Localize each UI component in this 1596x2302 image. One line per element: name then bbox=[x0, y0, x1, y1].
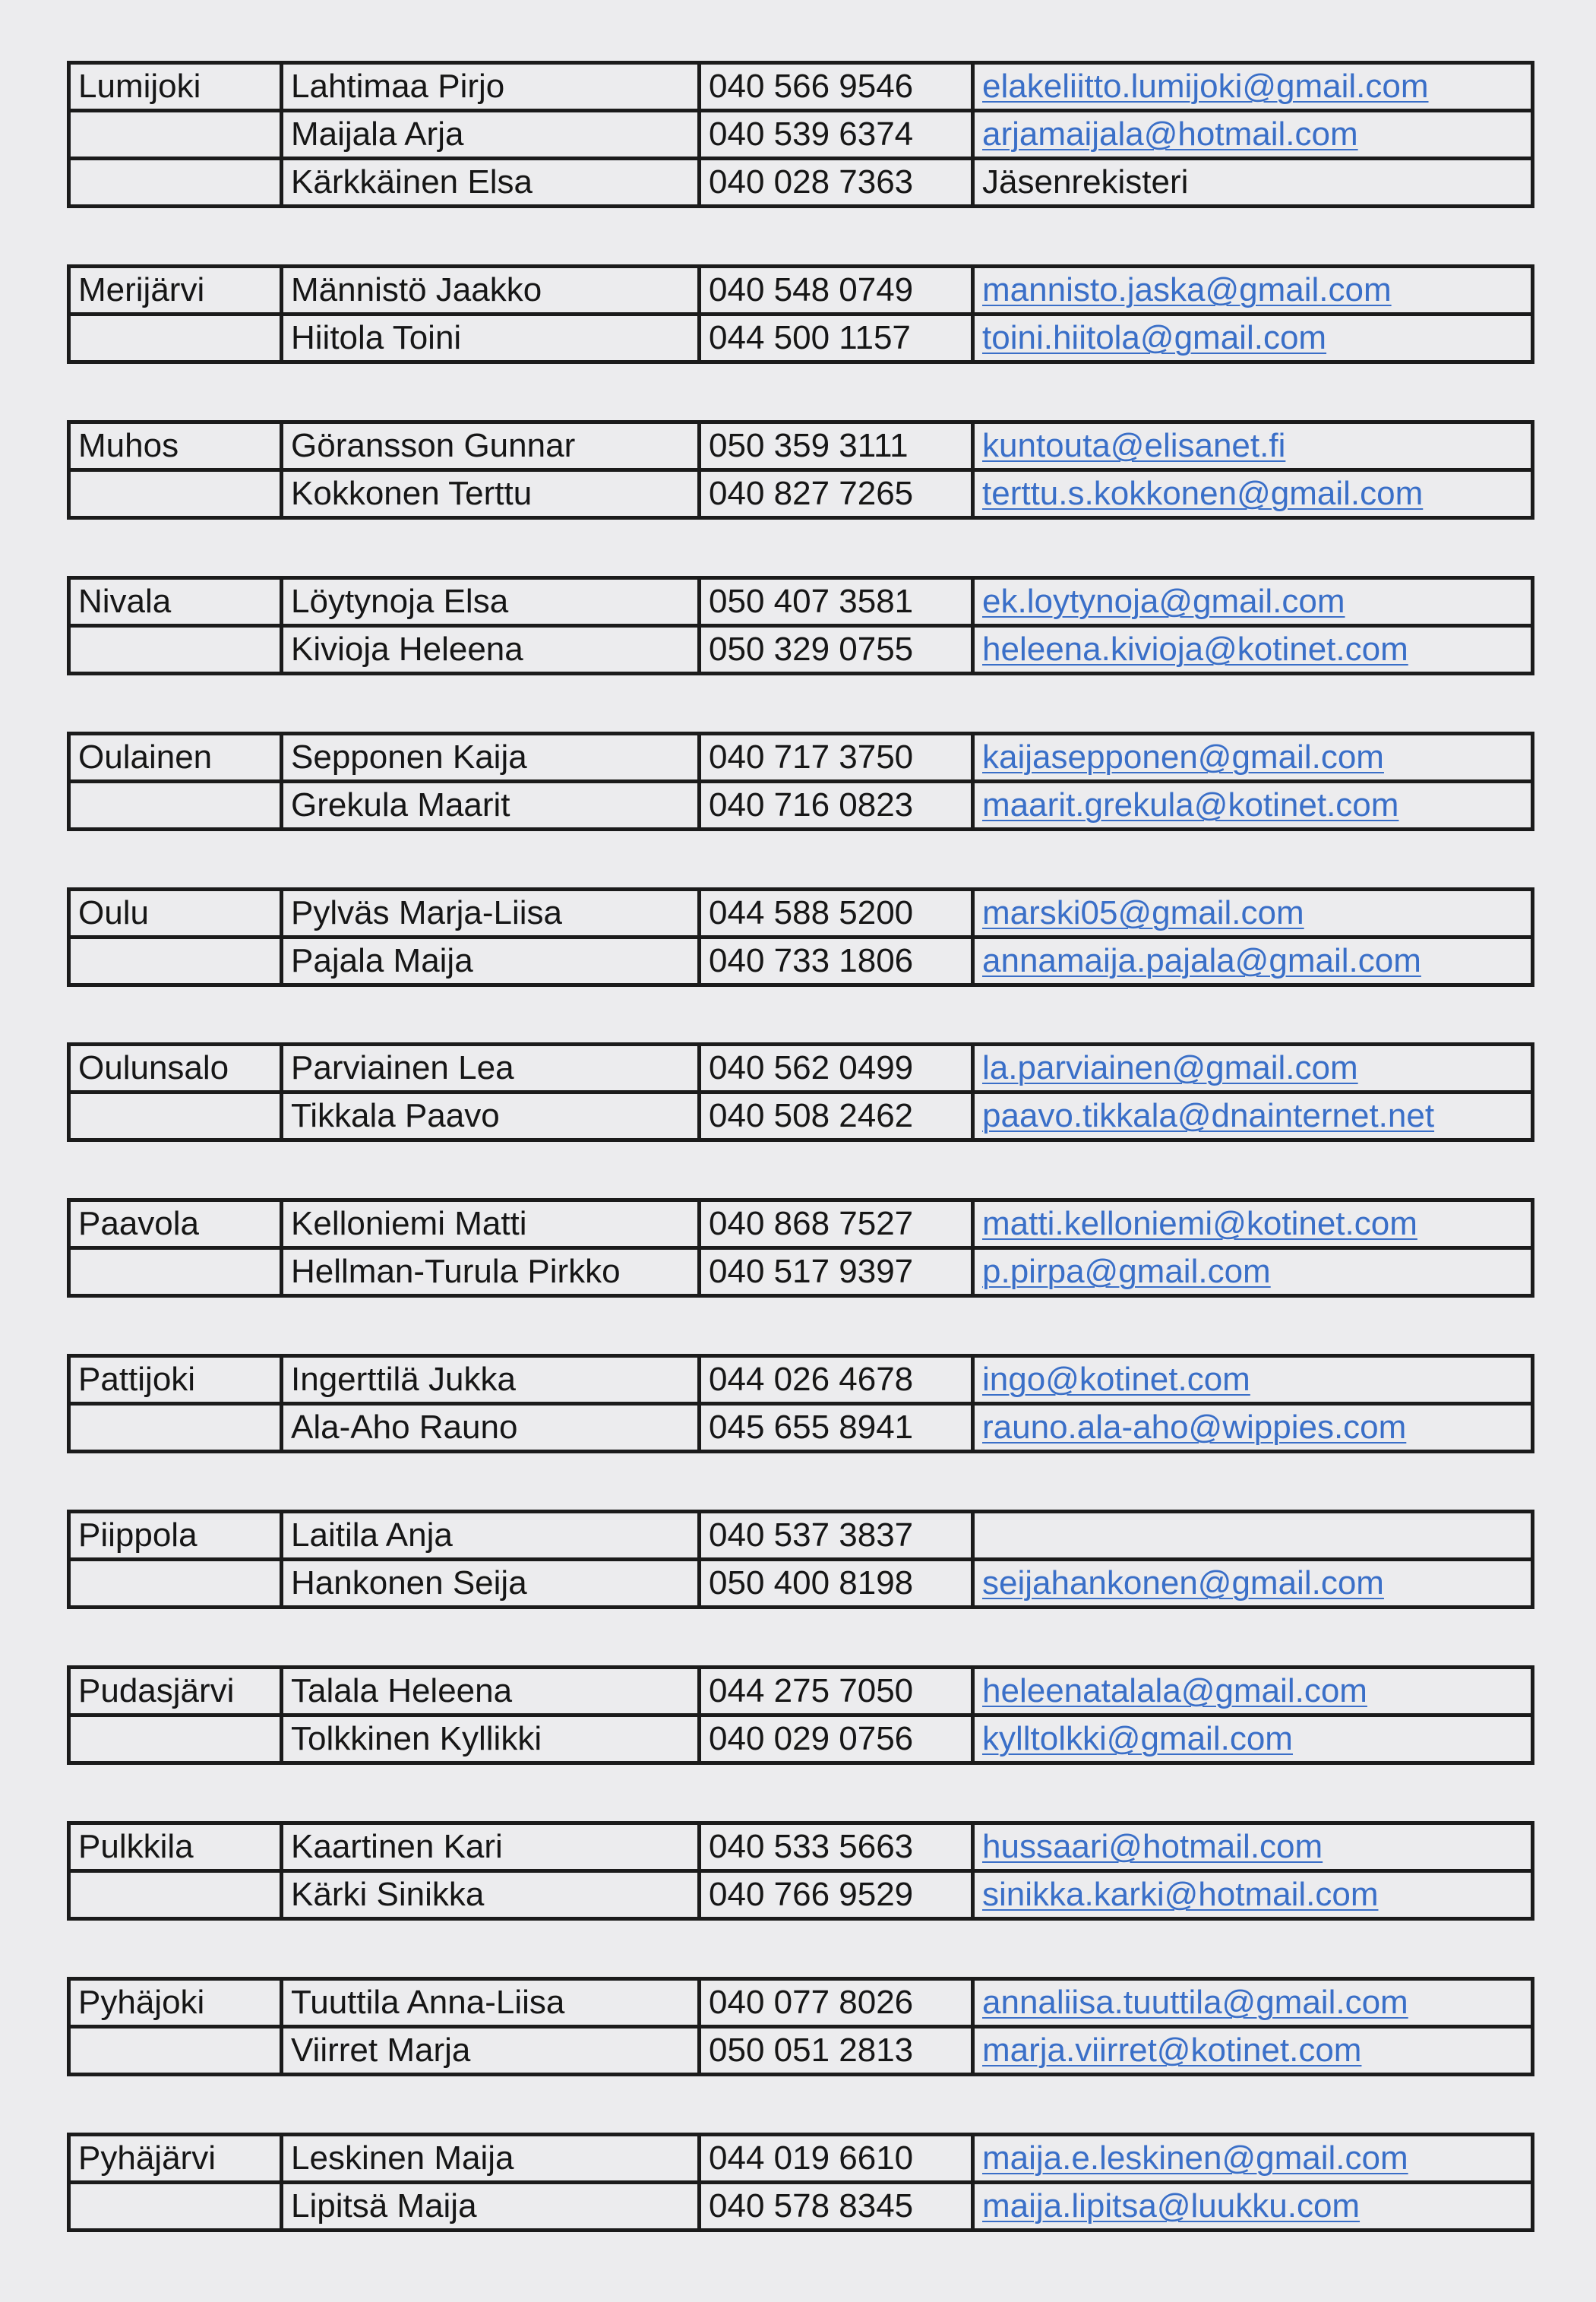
municipality-cell: Pudasjärvi bbox=[69, 1668, 282, 1715]
table-row bbox=[69, 2135, 1533, 2183]
email-link[interactable]: marja.viirret@kotinet.com bbox=[982, 2032, 1362, 2069]
table-row bbox=[69, 734, 1533, 782]
contact-block bbox=[67, 1821, 1534, 1921]
email-link[interactable]: annamaija.pajala@gmail.com bbox=[982, 942, 1421, 979]
municipality-cell: Lumijoki bbox=[69, 63, 282, 111]
email-cell bbox=[973, 63, 1533, 111]
phone-number: 044 275 7050 bbox=[700, 1668, 973, 1715]
table-row bbox=[69, 1823, 1533, 1871]
contact-block bbox=[67, 732, 1534, 831]
email-cell bbox=[973, 470, 1533, 518]
municipality-cell bbox=[69, 1404, 282, 1452]
municipality-cell: Muhos bbox=[69, 422, 282, 470]
contact-name: Hiitola Toini bbox=[282, 315, 700, 362]
phone-number: 040 566 9546 bbox=[700, 63, 973, 111]
contact-block bbox=[67, 264, 1534, 364]
contact-name: Laitila Anja bbox=[282, 1512, 700, 1560]
email-cell bbox=[973, 578, 1533, 626]
email-cell bbox=[973, 1093, 1533, 1140]
table-row bbox=[69, 159, 1533, 207]
table-row bbox=[69, 1404, 1533, 1452]
email-cell bbox=[973, 1248, 1533, 1296]
municipality-cell bbox=[69, 2027, 282, 2075]
contact-block bbox=[67, 887, 1534, 987]
table-row bbox=[69, 1200, 1533, 1248]
municipality-cell: Paavola bbox=[69, 1200, 282, 1248]
contact-name: Pajala Maija bbox=[282, 938, 700, 985]
email-link[interactable]: hussaari@hotmail.com bbox=[982, 1828, 1323, 1865]
table-row bbox=[69, 1248, 1533, 1296]
table-row bbox=[69, 578, 1533, 626]
email-note: Jäsenrekisteri bbox=[982, 163, 1189, 201]
contact-name: Kokkonen Terttu bbox=[282, 470, 700, 518]
phone-number: 040 766 9529 bbox=[700, 1871, 973, 1919]
table-row bbox=[69, 422, 1533, 470]
contact-name: Lipitsä Maija bbox=[282, 2183, 700, 2231]
phone-number: 050 359 3111 bbox=[700, 422, 973, 470]
municipality-cell: Pyhäjärvi bbox=[69, 2135, 282, 2183]
email-cell bbox=[973, 626, 1533, 674]
contact-name: Grekula Maarit bbox=[282, 782, 700, 830]
table-row bbox=[69, 1356, 1533, 1404]
phone-number: 040 533 5663 bbox=[700, 1823, 973, 1871]
email-cell bbox=[973, 734, 1533, 782]
email-link[interactable]: paavo.tikkala@dnainternet.net bbox=[982, 1097, 1435, 1134]
email-cell bbox=[973, 1404, 1533, 1452]
email-link[interactable]: elakeliitto.lumijoki@gmail.com bbox=[982, 68, 1429, 105]
contact-name: Tikkala Paavo bbox=[282, 1093, 700, 1140]
contact-name: Kivioja Heleena bbox=[282, 626, 700, 674]
phone-number: 040 733 1806 bbox=[700, 938, 973, 985]
municipality-cell: Pulkkila bbox=[69, 1823, 282, 1871]
table-row bbox=[69, 2183, 1533, 2231]
email-link[interactable]: toini.hiitola@gmail.com bbox=[982, 319, 1327, 356]
contact-name: Tolkkinen Kyllikki bbox=[282, 1715, 700, 1763]
email-link[interactable]: maija.e.leskinen@gmail.com bbox=[982, 2139, 1408, 2177]
email-cell bbox=[973, 1715, 1533, 1763]
email-cell bbox=[973, 890, 1533, 938]
email-cell bbox=[973, 422, 1533, 470]
municipality-cell: Oulu bbox=[69, 890, 282, 938]
email-link[interactable]: seijahankonen@gmail.com bbox=[982, 1564, 1384, 1602]
contact-name: Sepponen Kaija bbox=[282, 734, 700, 782]
municipality-cell: Oulainen bbox=[69, 734, 282, 782]
email-link[interactable]: maarit.grekula@kotinet.com bbox=[982, 786, 1399, 824]
phone-number: 040 717 3750 bbox=[700, 734, 973, 782]
contact-name: Hankonen Seija bbox=[282, 1560, 700, 1608]
municipality-cell bbox=[69, 1093, 282, 1140]
phone-number: 040 548 0749 bbox=[700, 267, 973, 315]
contact-name: Maijala Arja bbox=[282, 111, 700, 159]
contact-block bbox=[67, 420, 1534, 520]
contact-block bbox=[67, 1354, 1534, 1453]
contact-name: Kaartinen Kari bbox=[282, 1823, 700, 1871]
contact-name: Ala-Aho Rauno bbox=[282, 1404, 700, 1452]
email-link[interactable]: heleenatalala@gmail.com bbox=[982, 1672, 1367, 1709]
municipality-cell: Piippola bbox=[69, 1512, 282, 1560]
table-row bbox=[69, 111, 1533, 159]
table-row bbox=[69, 782, 1533, 830]
table-row bbox=[69, 1979, 1533, 2027]
email-link[interactable]: matti.kelloniemi@kotinet.com bbox=[982, 1205, 1417, 1242]
email-link[interactable]: ek.loytynoja@gmail.com bbox=[982, 583, 1345, 620]
email-link[interactable]: annaliisa.tuuttila@gmail.com bbox=[982, 1984, 1408, 2021]
phone-number: 044 019 6610 bbox=[700, 2135, 973, 2183]
email-link[interactable]: marski05@gmail.com bbox=[982, 894, 1304, 931]
municipality-cell bbox=[69, 2183, 282, 2231]
phone-number: 040 562 0499 bbox=[700, 1045, 973, 1093]
phone-number: 044 026 4678 bbox=[700, 1356, 973, 1404]
contact-name: Ingerttilä Jukka bbox=[282, 1356, 700, 1404]
contact-block bbox=[67, 2133, 1534, 2232]
email-link[interactable]: kaijasepponen@gmail.com bbox=[982, 738, 1384, 776]
contact-block bbox=[67, 1977, 1534, 2076]
phone-number: 040 539 6374 bbox=[700, 111, 973, 159]
email-link[interactable]: kuntouta@elisanet.fi bbox=[982, 427, 1286, 464]
contact-name: Kärki Sinikka bbox=[282, 1871, 700, 1919]
phone-number: 040 077 8026 bbox=[700, 1979, 973, 2027]
email-link[interactable]: rauno.ala-aho@wippies.com bbox=[982, 1409, 1407, 1446]
municipality-cell: Oulunsalo bbox=[69, 1045, 282, 1093]
email-link[interactable]: p.pirpa@gmail.com bbox=[982, 1253, 1271, 1290]
phone-number: 040 578 8345 bbox=[700, 2183, 973, 2231]
phone-number: 040 537 3837 bbox=[700, 1512, 973, 1560]
email-cell bbox=[973, 267, 1533, 315]
email-cell bbox=[973, 1823, 1533, 1871]
phone-number: 040 716 0823 bbox=[700, 782, 973, 830]
municipality-cell: Merijärvi bbox=[69, 267, 282, 315]
municipality-cell bbox=[69, 111, 282, 159]
table-row bbox=[69, 1715, 1533, 1763]
phone-number: 040 028 7363 bbox=[700, 159, 973, 207]
email-link[interactable]: mannisto.jaska@gmail.com bbox=[982, 271, 1392, 308]
email-cell bbox=[973, 111, 1533, 159]
table-row bbox=[69, 1560, 1533, 1608]
email-cell bbox=[973, 1512, 1533, 1560]
contact-block bbox=[67, 1042, 1534, 1142]
contact-name: Lahtimaa Pirjo bbox=[282, 63, 700, 111]
table-row bbox=[69, 1045, 1533, 1093]
table-row bbox=[69, 1512, 1533, 1560]
email-cell bbox=[973, 2027, 1533, 2075]
email-cell bbox=[973, 1979, 1533, 2027]
contact-name: Pylväs Marja-Liisa bbox=[282, 890, 700, 938]
municipality-cell: Pyhäjoki bbox=[69, 1979, 282, 2027]
email-link[interactable]: kylltolkki@gmail.com bbox=[982, 1720, 1293, 1757]
contact-name: Göransson Gunnar bbox=[282, 422, 700, 470]
email-cell bbox=[973, 159, 1533, 207]
phone-number: 050 051 2813 bbox=[700, 2027, 973, 2075]
table-row bbox=[69, 1093, 1533, 1140]
email-cell bbox=[973, 938, 1533, 985]
table-row bbox=[69, 938, 1533, 985]
contact-name: Kärkkäinen Elsa bbox=[282, 159, 700, 207]
table-row bbox=[69, 267, 1533, 315]
email-link[interactable]: terttu.s.kokkonen@gmail.com bbox=[982, 475, 1424, 512]
municipality-cell bbox=[69, 1560, 282, 1608]
phone-number: 040 029 0756 bbox=[700, 1715, 973, 1763]
email-cell bbox=[973, 1668, 1533, 1715]
email-cell bbox=[973, 1200, 1533, 1248]
phone-number: 040 827 7265 bbox=[700, 470, 973, 518]
contact-name: Viirret Marja bbox=[282, 2027, 700, 2075]
email-cell bbox=[973, 1356, 1533, 1404]
municipality-cell: Nivala bbox=[69, 578, 282, 626]
contact-name: Männistö Jaakko bbox=[282, 267, 700, 315]
contact-name: Löytynoja Elsa bbox=[282, 578, 700, 626]
municipality-cell bbox=[69, 782, 282, 830]
table-row bbox=[69, 315, 1533, 362]
table-row bbox=[69, 890, 1533, 938]
email-cell bbox=[973, 1045, 1533, 1093]
contact-block bbox=[67, 576, 1534, 675]
phone-number: 040 868 7527 bbox=[700, 1200, 973, 1248]
contact-block bbox=[67, 61, 1534, 208]
phone-number: 044 588 5200 bbox=[700, 890, 973, 938]
email-cell bbox=[973, 1871, 1533, 1919]
contact-name: Leskinen Maija bbox=[282, 2135, 700, 2183]
municipality-cell bbox=[69, 159, 282, 207]
email-cell bbox=[973, 2183, 1533, 2231]
contact-name: Kelloniemi Matti bbox=[282, 1200, 700, 1248]
phone-number: 050 400 8198 bbox=[700, 1560, 973, 1608]
municipality-cell bbox=[69, 938, 282, 985]
phone-number: 044 500 1157 bbox=[700, 315, 973, 362]
contact-name: Parviainen Lea bbox=[282, 1045, 700, 1093]
table-row bbox=[69, 2027, 1533, 2075]
table-row bbox=[69, 470, 1533, 518]
municipality-cell bbox=[69, 1248, 282, 1296]
contact-name: Talala Heleena bbox=[282, 1668, 700, 1715]
email-cell bbox=[973, 782, 1533, 830]
email-cell bbox=[973, 1560, 1533, 1608]
municipality-cell bbox=[69, 1715, 282, 1763]
email-link[interactable]: sinikka.karki@hotmail.com bbox=[982, 1876, 1379, 1913]
contact-name: Hellman-Turula Pirkko bbox=[282, 1248, 700, 1296]
email-cell bbox=[973, 2135, 1533, 2183]
contact-block bbox=[67, 1510, 1534, 1609]
email-link[interactable]: maija.lipitsa@luukku.com bbox=[982, 2187, 1361, 2225]
email-link[interactable]: ingo@kotinet.com bbox=[982, 1361, 1250, 1398]
email-link[interactable]: la.parviainen@gmail.com bbox=[982, 1049, 1358, 1086]
municipality-cell bbox=[69, 1871, 282, 1919]
email-cell bbox=[973, 315, 1533, 362]
contact-block bbox=[67, 1665, 1534, 1765]
phone-number: 050 329 0755 bbox=[700, 626, 973, 674]
municipality-cell bbox=[69, 626, 282, 674]
table-row bbox=[69, 1668, 1533, 1715]
contact-name: Tuuttila Anna-Liisa bbox=[282, 1979, 700, 2027]
phone-number: 045 655 8941 bbox=[700, 1404, 973, 1452]
municipality-cell bbox=[69, 315, 282, 362]
table-row bbox=[69, 63, 1533, 111]
table-row bbox=[69, 1871, 1533, 1919]
phone-number: 040 517 9397 bbox=[700, 1248, 973, 1296]
table-row bbox=[69, 626, 1533, 674]
phone-number: 050 407 3581 bbox=[700, 578, 973, 626]
contact-block bbox=[67, 1198, 1534, 1298]
municipality-cell: Pattijoki bbox=[69, 1356, 282, 1404]
email-link[interactable]: arjamaijala@hotmail.com bbox=[982, 115, 1358, 153]
email-link[interactable]: heleena.kivioja@kotinet.com bbox=[982, 631, 1408, 668]
phone-number: 040 508 2462 bbox=[700, 1093, 973, 1140]
municipality-cell bbox=[69, 470, 282, 518]
